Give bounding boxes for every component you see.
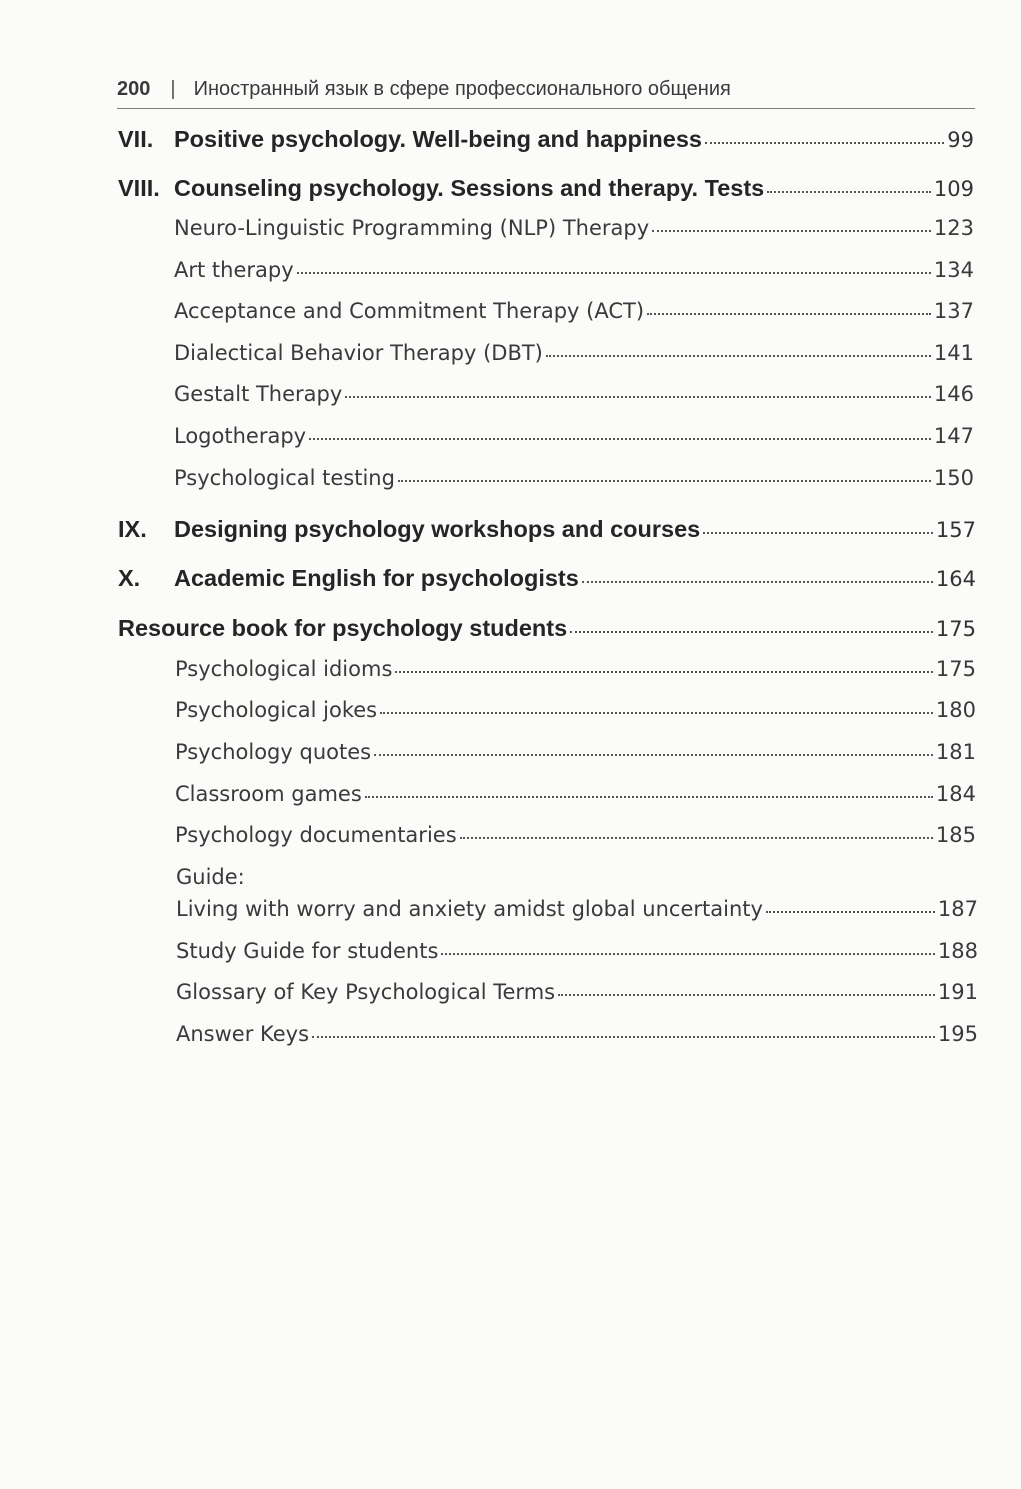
entry-title: Psychology documentaries [175, 823, 457, 847]
entry-title: Acceptance and Commitment Therapy (ACT) [174, 299, 645, 323]
page-ref: 157 [935, 518, 976, 542]
book-title: Иностранный язык в сфере профессионального общения [193, 77, 731, 100]
entry-title: Classroom games [175, 782, 362, 806]
toc-entry [175, 657, 976, 691]
page-ref: 195 [937, 1022, 978, 1046]
toc-chapter-9 [118, 516, 976, 550]
toc-entry [176, 939, 978, 973]
chapter-title: Positive psychology. Well-being and happiness [174, 126, 702, 152]
dot-leader [365, 796, 933, 798]
toc-entry [176, 1022, 978, 1056]
dot-leader [766, 911, 935, 913]
toc-entry [175, 782, 976, 816]
dot-leader [297, 272, 931, 274]
page-ref: 141 [933, 341, 974, 365]
chapter-title: Designing psychology workshops and courses [174, 516, 701, 542]
page-ref: 109 [933, 177, 974, 201]
toc-entry [174, 466, 974, 500]
toc-resource-book [118, 615, 976, 649]
dot-leader [767, 191, 931, 193]
page-ref: 164 [935, 567, 976, 591]
page-ref: 134 [933, 258, 974, 282]
chapter-numeral: VII. [118, 126, 154, 152]
toc-entry [174, 341, 974, 375]
header-rule [117, 108, 975, 109]
page-ref: 184 [935, 782, 976, 806]
chapter-numeral: X. [118, 565, 141, 591]
entry-title: Study Guide for students [176, 939, 439, 963]
dot-leader [395, 671, 933, 673]
entry-title: Psychological idioms [175, 657, 393, 681]
toc-entry [176, 980, 978, 1014]
dot-leader [460, 837, 933, 839]
section-title: Resource book for psychology students [118, 615, 568, 641]
entry-title: Logotherapy [174, 424, 307, 448]
page-ref: 147 [933, 424, 974, 448]
toc-entry [176, 897, 978, 931]
page-ref: 188 [937, 939, 978, 963]
toc-entry [174, 258, 974, 292]
dot-leader [441, 953, 934, 955]
running-header [117, 74, 975, 104]
dot-leader [374, 754, 933, 756]
chapter-title: Counseling psychology. Sessions and therapy. Tests [174, 175, 765, 201]
entry-title: Psychology quotes [175, 740, 372, 764]
toc-entry [174, 299, 974, 333]
toc-entry [175, 740, 976, 774]
entry-title: Glossary of Key Psychological Terms [176, 980, 556, 1004]
dot-leader [345, 396, 931, 398]
entry-title: Neuro-Linguistic Programming (NLP) Therapy [174, 216, 650, 240]
entry-title: Living with worry and anxiety amidst global uncertainty [176, 897, 763, 921]
page-ref: 175 [935, 617, 976, 641]
dot-leader [647, 313, 931, 315]
dot-leader [570, 631, 933, 633]
toc-chapter-8 [118, 175, 974, 209]
page-ref: 99 [947, 128, 974, 152]
toc-entry [174, 382, 974, 416]
page-ref: 175 [935, 657, 976, 681]
toc-entry [175, 698, 976, 732]
entry-title: Psychological jokes [175, 698, 378, 722]
header-separator: | [170, 77, 176, 100]
entry-title: Psychological testing [174, 466, 395, 490]
page-ref: 181 [935, 740, 976, 764]
chapter-numeral: VIII. [118, 175, 160, 201]
page-ref: 137 [933, 299, 974, 323]
toc-chapter-10 [118, 565, 976, 599]
entry-title: Art therapy [174, 258, 294, 282]
dot-leader [309, 438, 931, 440]
entry-title: Gestalt Therapy [174, 382, 343, 406]
page-ref: 180 [935, 698, 976, 722]
toc-entry [175, 823, 976, 857]
page-ref: 146 [933, 382, 974, 406]
dot-leader [705, 142, 944, 144]
toc-entry [174, 216, 974, 250]
page-ref: 123 [933, 216, 974, 240]
dot-leader [546, 355, 931, 357]
entry-title: Dialectical Behavior Therapy (DBT) [174, 341, 543, 365]
dot-leader [582, 581, 933, 583]
dot-leader [380, 712, 933, 714]
page-number: 200 [117, 77, 151, 100]
page-ref: 187 [937, 897, 978, 921]
dot-leader [703, 532, 933, 534]
entry-title: Answer Keys [176, 1022, 310, 1046]
dot-leader [312, 1036, 935, 1038]
dot-leader [398, 480, 931, 482]
chapter-title: Academic English for psychologists [174, 565, 579, 591]
toc-entry [174, 424, 974, 458]
page-ref: 185 [935, 823, 976, 847]
chapter-numeral: IX. [118, 516, 147, 542]
page-ref: 150 [933, 466, 974, 490]
toc-chapter-7 [118, 126, 974, 160]
dot-leader [558, 994, 935, 996]
guide-label: Guide: [176, 865, 245, 889]
dot-leader [652, 230, 931, 232]
page-ref: 191 [937, 980, 978, 1004]
